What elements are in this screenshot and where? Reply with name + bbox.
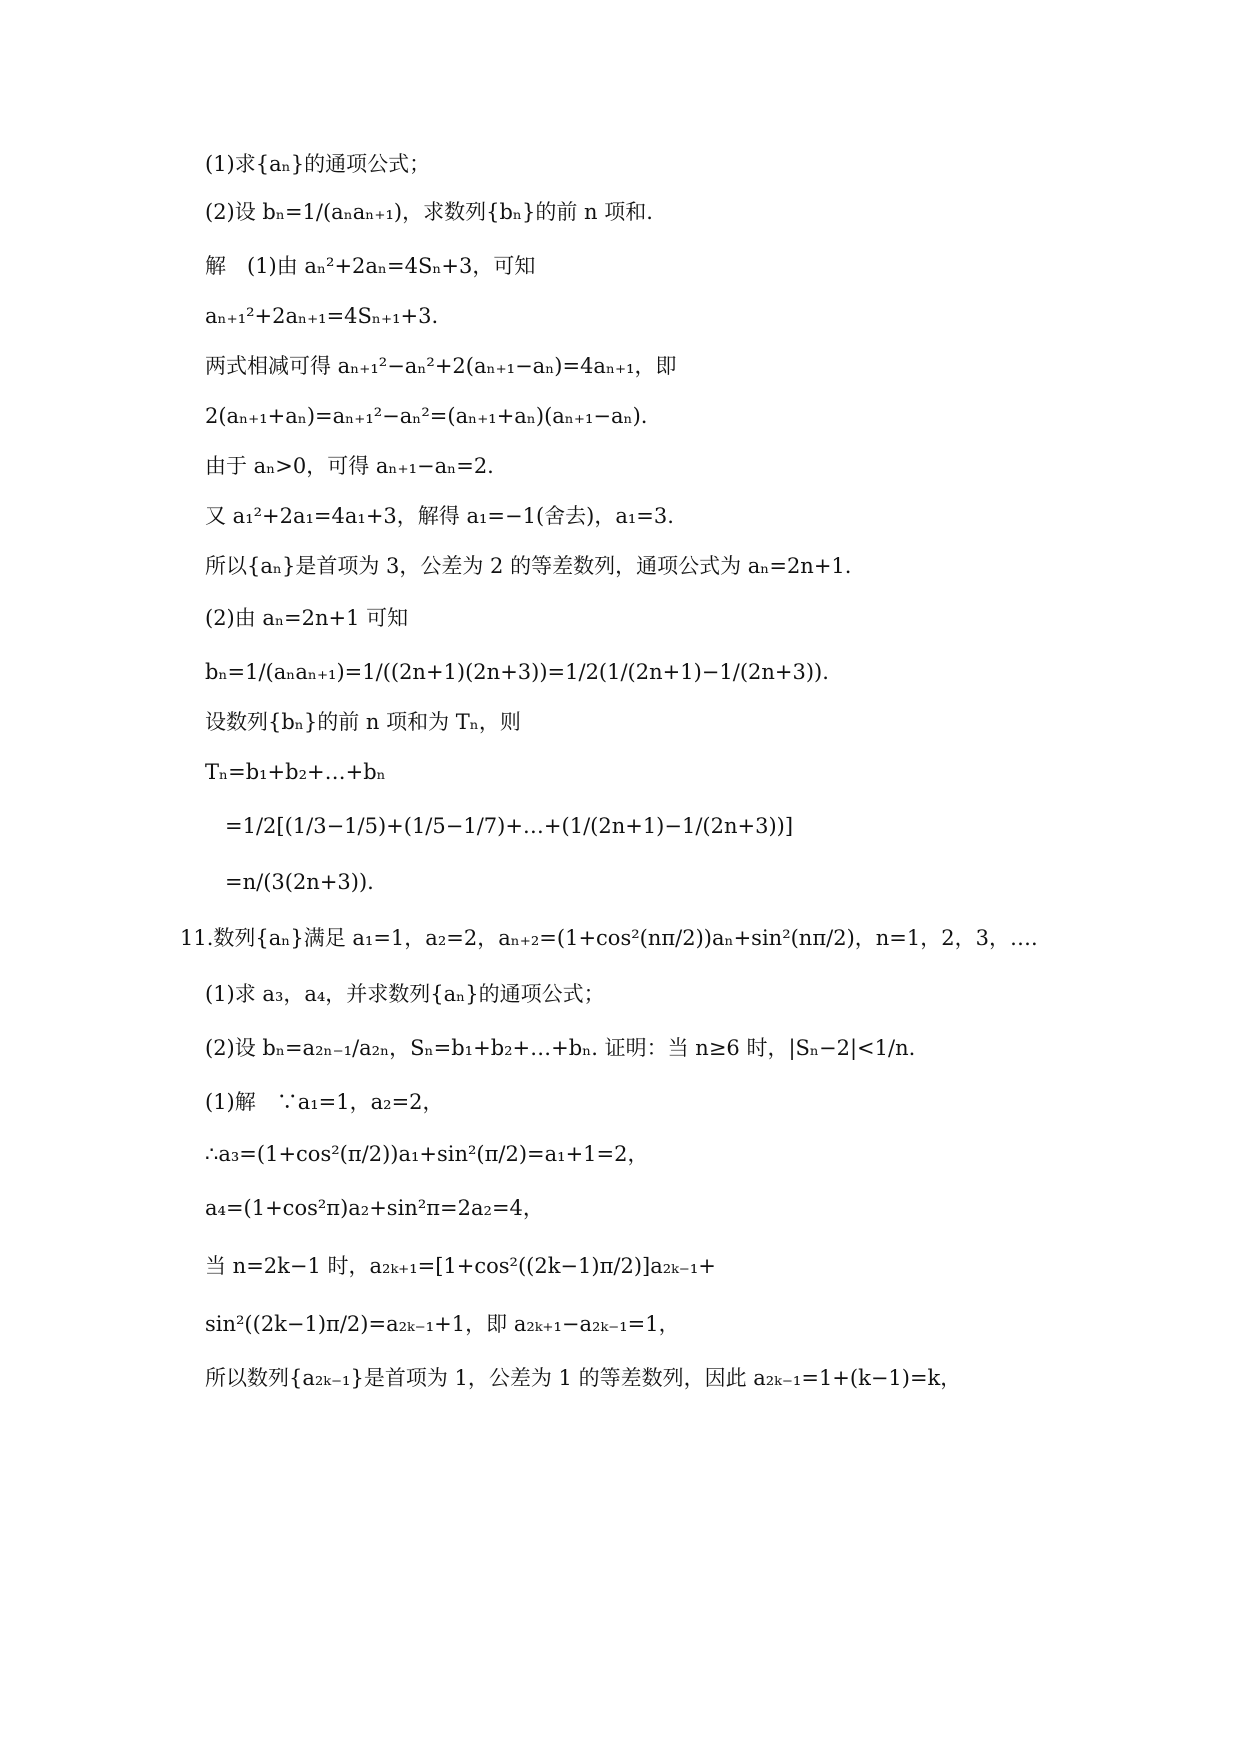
- text-line: bₙ=1/(aₙaₙ₊₁)=1/((2n+1)(2n+3))=1/2(1/(2n+1)−1/(2n+3)).: [205, 660, 829, 684]
- text-line: 所以数列{a₂ₖ₋₁}是首项为 1，公差为 1 的等差数列，因此 a₂ₖ₋₁=1+(k−1)=k，: [205, 1366, 962, 1390]
- text-line: (2)设 bₙ=1/(aₙaₙ₊₁)，求数列{bₙ}的前 n 项和.: [205, 200, 653, 224]
- text-line: (2)设 bₙ=a₂ₙ₋₁/a₂ₙ，Sₙ=b₁+b₂+…+bₙ. 证明：当 n≥6 时，|Sₙ−2|<1/n.: [205, 1036, 916, 1060]
- text-line: =1/2[(1/3−1/5)+(1/5−1/7)+…+(1/(2n+1)−1/(2n+3))]: [225, 814, 794, 838]
- text-line: ∴a₃=(1+cos²(π/2))a₁+sin²(π/2)=a₁+1=2，: [205, 1142, 649, 1166]
- text-line: 两式相减可得 aₙ₊₁²−aₙ²+2(aₙ₊₁−aₙ)=4aₙ₊₁，即: [205, 354, 677, 378]
- text-line: (1)求{aₙ}的通项公式；: [205, 152, 431, 176]
- text-line: 又 a₁²+2a₁=4a₁+3，解得 a₁=−1(舍去)，a₁=3.: [205, 504, 674, 528]
- text-line: a₄=(1+cos²π)a₂+sin²π=2a₂=4，: [205, 1196, 544, 1220]
- text-line: (2)由 aₙ=2n+1 可知: [205, 606, 409, 630]
- problem-11: 11.数列{aₙ}满足 a₁=1，a₂=2，aₙ₊₂=(1+cos²(nπ/2))aₙ+sin²(nπ/2)，n=1，2，3，….: [180, 926, 1038, 950]
- text-line: 由于 aₙ>0，可得 aₙ₊₁−aₙ=2.: [205, 454, 494, 478]
- text-line: Tₙ=b₁+b₂+…+bₙ: [205, 760, 386, 784]
- text-line: 当 n=2k−1 时，a₂ₖ₊₁=[1+cos²((2k−1)π/2)]a₂ₖ₋₁+: [205, 1254, 716, 1278]
- text-line: (1)求 a₃，a₄，并求数列{aₙ}的通项公式；: [205, 982, 605, 1006]
- text-line: (1)解 ∵a₁=1，a₂=2，: [205, 1090, 444, 1114]
- text-line: 2(aₙ₊₁+aₙ)=aₙ₊₁²−aₙ²=(aₙ₊₁+aₙ)(aₙ₊₁−aₙ).: [205, 404, 648, 428]
- text-line: aₙ₊₁²+2aₙ₊₁=4Sₙ₊₁+3.: [205, 304, 439, 328]
- text-line: 解 (1)由 aₙ²+2aₙ=4Sₙ+3，可知: [205, 254, 536, 278]
- text-line: 所以{aₙ}是首项为 3，公差为 2 的等差数列，通项公式为 aₙ=2n+1.: [205, 554, 852, 578]
- text-line: sin²((2k−1)π/2)=a₂ₖ₋₁+1，即 a₂ₖ₊₁−a₂ₖ₋₁=1，: [205, 1312, 680, 1336]
- text-line: =n/(3(2n+3)).: [225, 870, 374, 894]
- text-line: 设数列{bₙ}的前 n 项和为 Tₙ，则: [205, 710, 521, 734]
